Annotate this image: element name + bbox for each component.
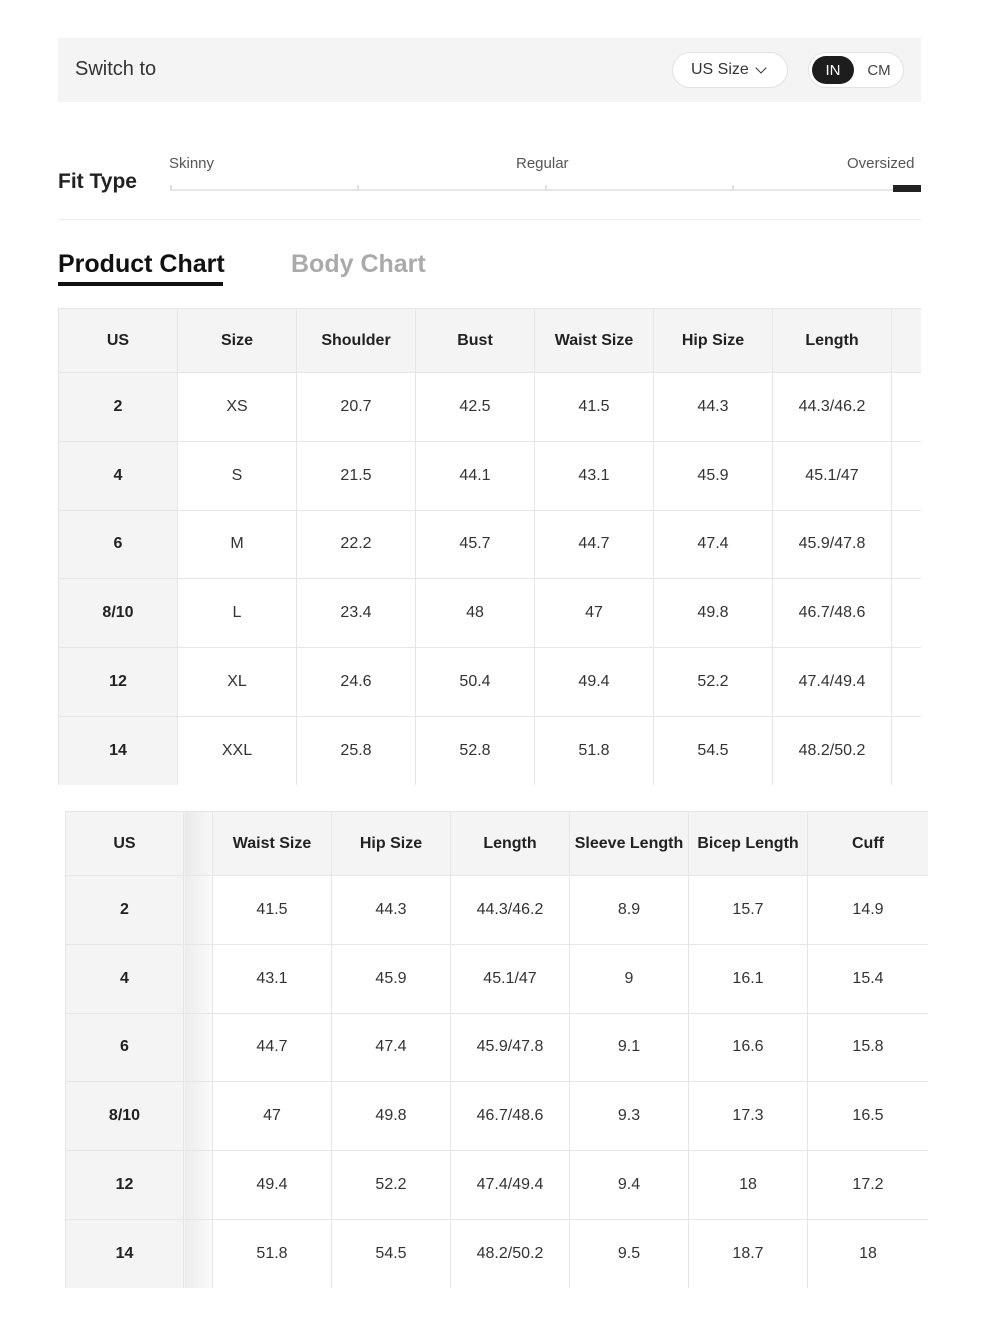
row-size-cell: 14 <box>59 716 178 785</box>
table-cell: 52.8 <box>416 716 535 785</box>
header-cell: Length <box>773 309 892 373</box>
table-cell: 44.7 <box>535 510 654 579</box>
header-cell: Sleeve Length <box>570 812 689 876</box>
table-cell: 24.6 <box>297 648 416 717</box>
table-row <box>66 1082 929 1151</box>
table-cell: 43.1 <box>535 441 654 510</box>
table-cell: 21.5 <box>297 441 416 510</box>
header-cell: Bust <box>416 309 535 373</box>
table-cell: 17.2 <box>808 1151 929 1220</box>
table-cell: 15.8 <box>808 1013 929 1082</box>
table-cell: 18 <box>689 1151 808 1220</box>
table-cell: 46.7/48.6 <box>773 579 892 648</box>
table-cell: 49.8 <box>654 579 773 648</box>
table-cell: 45.7 <box>416 510 535 579</box>
table-cell: S <box>178 441 297 510</box>
table-cell: 47.4 <box>654 510 773 579</box>
table-row <box>59 441 922 510</box>
table-cell: 45.9/47.8 <box>451 1013 570 1082</box>
frozen-column-shadow <box>184 1082 213 1151</box>
table-cell: 9 <box>570 944 689 1013</box>
size-system-value: US Size <box>691 61 749 78</box>
table-cell: 47 <box>213 1082 332 1151</box>
table-cell: 9.5 <box>570 1219 689 1288</box>
table-row <box>59 648 922 717</box>
table-cell: 52.2 <box>654 648 773 717</box>
table-cell <box>892 510 922 579</box>
table-cell <box>892 716 922 785</box>
tab-product-chart[interactable]: Product Chart <box>58 250 225 278</box>
row-size-cell: 14 <box>66 1219 184 1288</box>
frozen-column-shadow <box>184 1219 213 1288</box>
table-row <box>59 373 922 442</box>
frozen-column-shadow <box>184 944 213 1013</box>
row-size-cell: 12 <box>59 648 178 717</box>
table-cell: 9.3 <box>570 1082 689 1151</box>
table-cell: 49.4 <box>213 1151 332 1220</box>
header-cell <box>892 309 922 373</box>
table-cell: 47.4/49.4 <box>773 648 892 717</box>
row-size-cell: 6 <box>66 1013 184 1082</box>
table-cell: 44.1 <box>416 441 535 510</box>
table-cell: M <box>178 510 297 579</box>
header-cell: Waist Size <box>535 309 654 373</box>
table-cell: 45.9/47.8 <box>773 510 892 579</box>
tab-body-chart[interactable]: Body Chart <box>291 250 426 278</box>
table-row <box>59 716 922 785</box>
table-cell: 41.5 <box>213 876 332 945</box>
table-row <box>59 579 922 648</box>
row-size-cell: 4 <box>66 944 184 1013</box>
table-cell: 49.4 <box>535 648 654 717</box>
chevron-down-icon <box>755 62 766 73</box>
table-cell: 16.1 <box>689 944 808 1013</box>
table-row <box>59 510 922 579</box>
frozen-column-shadow <box>184 812 213 876</box>
header-cell: US <box>59 309 178 373</box>
table-cell: 49.8 <box>332 1082 451 1151</box>
table-cell: 48 <box>416 579 535 648</box>
table-cell: 46.7/48.6 <box>451 1082 570 1151</box>
table-cell: 22.2 <box>297 510 416 579</box>
unit-switch-bar <box>58 38 921 102</box>
header-cell: Hip Size <box>332 812 451 876</box>
row-size-cell: 12 <box>66 1151 184 1220</box>
row-size-cell: 4 <box>59 441 178 510</box>
table-cell: 44.7 <box>213 1013 332 1082</box>
row-size-cell: 6 <box>59 510 178 579</box>
table-header-row <box>59 309 922 373</box>
table-cell: XL <box>178 648 297 717</box>
table-cell: 51.8 <box>213 1219 332 1288</box>
table-row <box>66 876 929 945</box>
frozen-column-shadow <box>184 1013 213 1082</box>
fit-scale-tick <box>545 185 547 191</box>
table-cell: 8.9 <box>570 876 689 945</box>
table-cell: 54.5 <box>654 716 773 785</box>
table-cell: 45.9 <box>654 441 773 510</box>
table-cell: 45.9 <box>332 944 451 1013</box>
fit-type-marker <box>893 185 921 192</box>
table-row <box>66 1219 929 1288</box>
table-cell <box>892 648 922 717</box>
fit-oversized-label: Oversized <box>847 155 915 172</box>
table-cell: 47 <box>535 579 654 648</box>
table-cell: 43.1 <box>213 944 332 1013</box>
switch-to-label: Switch to <box>75 58 157 80</box>
table-cell: 17.3 <box>689 1082 808 1151</box>
product-chart-table-scrolled-container[interactable] <box>65 811 928 1288</box>
product-chart-table-container[interactable] <box>58 308 921 785</box>
table-cell: 54.5 <box>332 1219 451 1288</box>
fit-scale-tick <box>732 185 734 191</box>
table-cell <box>892 373 922 442</box>
fit-regular-label: Regular <box>516 155 569 172</box>
unit-cm-button[interactable]: CM <box>867 61 891 79</box>
table-cell <box>892 441 922 510</box>
table-cell: 18 <box>808 1219 929 1288</box>
table-cell: 44.3/46.2 <box>773 373 892 442</box>
table-cell: 52.2 <box>332 1151 451 1220</box>
section-divider <box>58 219 921 220</box>
header-cell: Cuff <box>808 812 929 876</box>
row-size-cell: 8/10 <box>66 1082 184 1151</box>
table-cell: 47.4/49.4 <box>451 1151 570 1220</box>
table-row <box>66 1151 929 1220</box>
header-cell: Hip Size <box>654 309 773 373</box>
row-size-cell: 2 <box>59 373 178 442</box>
table-cell: 16.5 <box>808 1082 929 1151</box>
header-cell: US <box>66 812 184 876</box>
header-cell: Size <box>178 309 297 373</box>
table-cell: 15.4 <box>808 944 929 1013</box>
header-cell: Bicep Length <box>689 812 808 876</box>
table-cell: 18.7 <box>689 1219 808 1288</box>
table-cell: 9.1 <box>570 1013 689 1082</box>
frozen-column-shadow <box>184 876 213 945</box>
table-row <box>66 1013 929 1082</box>
table-cell: 41.5 <box>535 373 654 442</box>
product-chart-table <box>58 308 921 785</box>
row-size-cell: 8/10 <box>59 579 178 648</box>
table-cell: 50.4 <box>416 648 535 717</box>
table-header-row <box>66 812 929 876</box>
table-cell: XXL <box>178 716 297 785</box>
product-chart-table-scrolled <box>65 811 928 1288</box>
table-cell: 45.1/47 <box>773 441 892 510</box>
table-cell: 45.1/47 <box>451 944 570 1013</box>
table-cell: 16.6 <box>689 1013 808 1082</box>
table-cell: 48.2/50.2 <box>451 1219 570 1288</box>
table-row <box>66 944 929 1013</box>
table-cell: 9.4 <box>570 1151 689 1220</box>
table-cell: 23.4 <box>297 579 416 648</box>
table-cell: 44.3/46.2 <box>451 876 570 945</box>
table-cell: 15.7 <box>689 876 808 945</box>
header-cell: Shoulder <box>297 309 416 373</box>
unit-toggle <box>808 52 904 88</box>
row-size-cell: 2 <box>66 876 184 945</box>
active-tab-indicator <box>58 282 223 286</box>
fit-scale-tick <box>170 185 172 191</box>
table-cell: 47.4 <box>332 1013 451 1082</box>
size-system-dropdown[interactable] <box>672 52 788 88</box>
table-cell: 20.7 <box>297 373 416 442</box>
frozen-column-shadow <box>184 1151 213 1220</box>
table-cell: 51.8 <box>535 716 654 785</box>
header-cell: Length <box>451 812 570 876</box>
table-cell: XS <box>178 373 297 442</box>
header-cell: Waist Size <box>213 812 332 876</box>
table-cell: 14.9 <box>808 876 929 945</box>
table-cell: 44.3 <box>332 876 451 945</box>
table-cell: 25.8 <box>297 716 416 785</box>
table-cell: 44.3 <box>654 373 773 442</box>
fit-type-label: Fit Type <box>58 170 137 193</box>
table-cell <box>892 579 922 648</box>
table-cell: 42.5 <box>416 373 535 442</box>
unit-in-button[interactable]: IN <box>812 56 854 84</box>
table-cell: L <box>178 579 297 648</box>
fit-scale-tick <box>357 185 359 191</box>
table-cell: 48.2/50.2 <box>773 716 892 785</box>
fit-skinny-label: Skinny <box>169 155 215 172</box>
